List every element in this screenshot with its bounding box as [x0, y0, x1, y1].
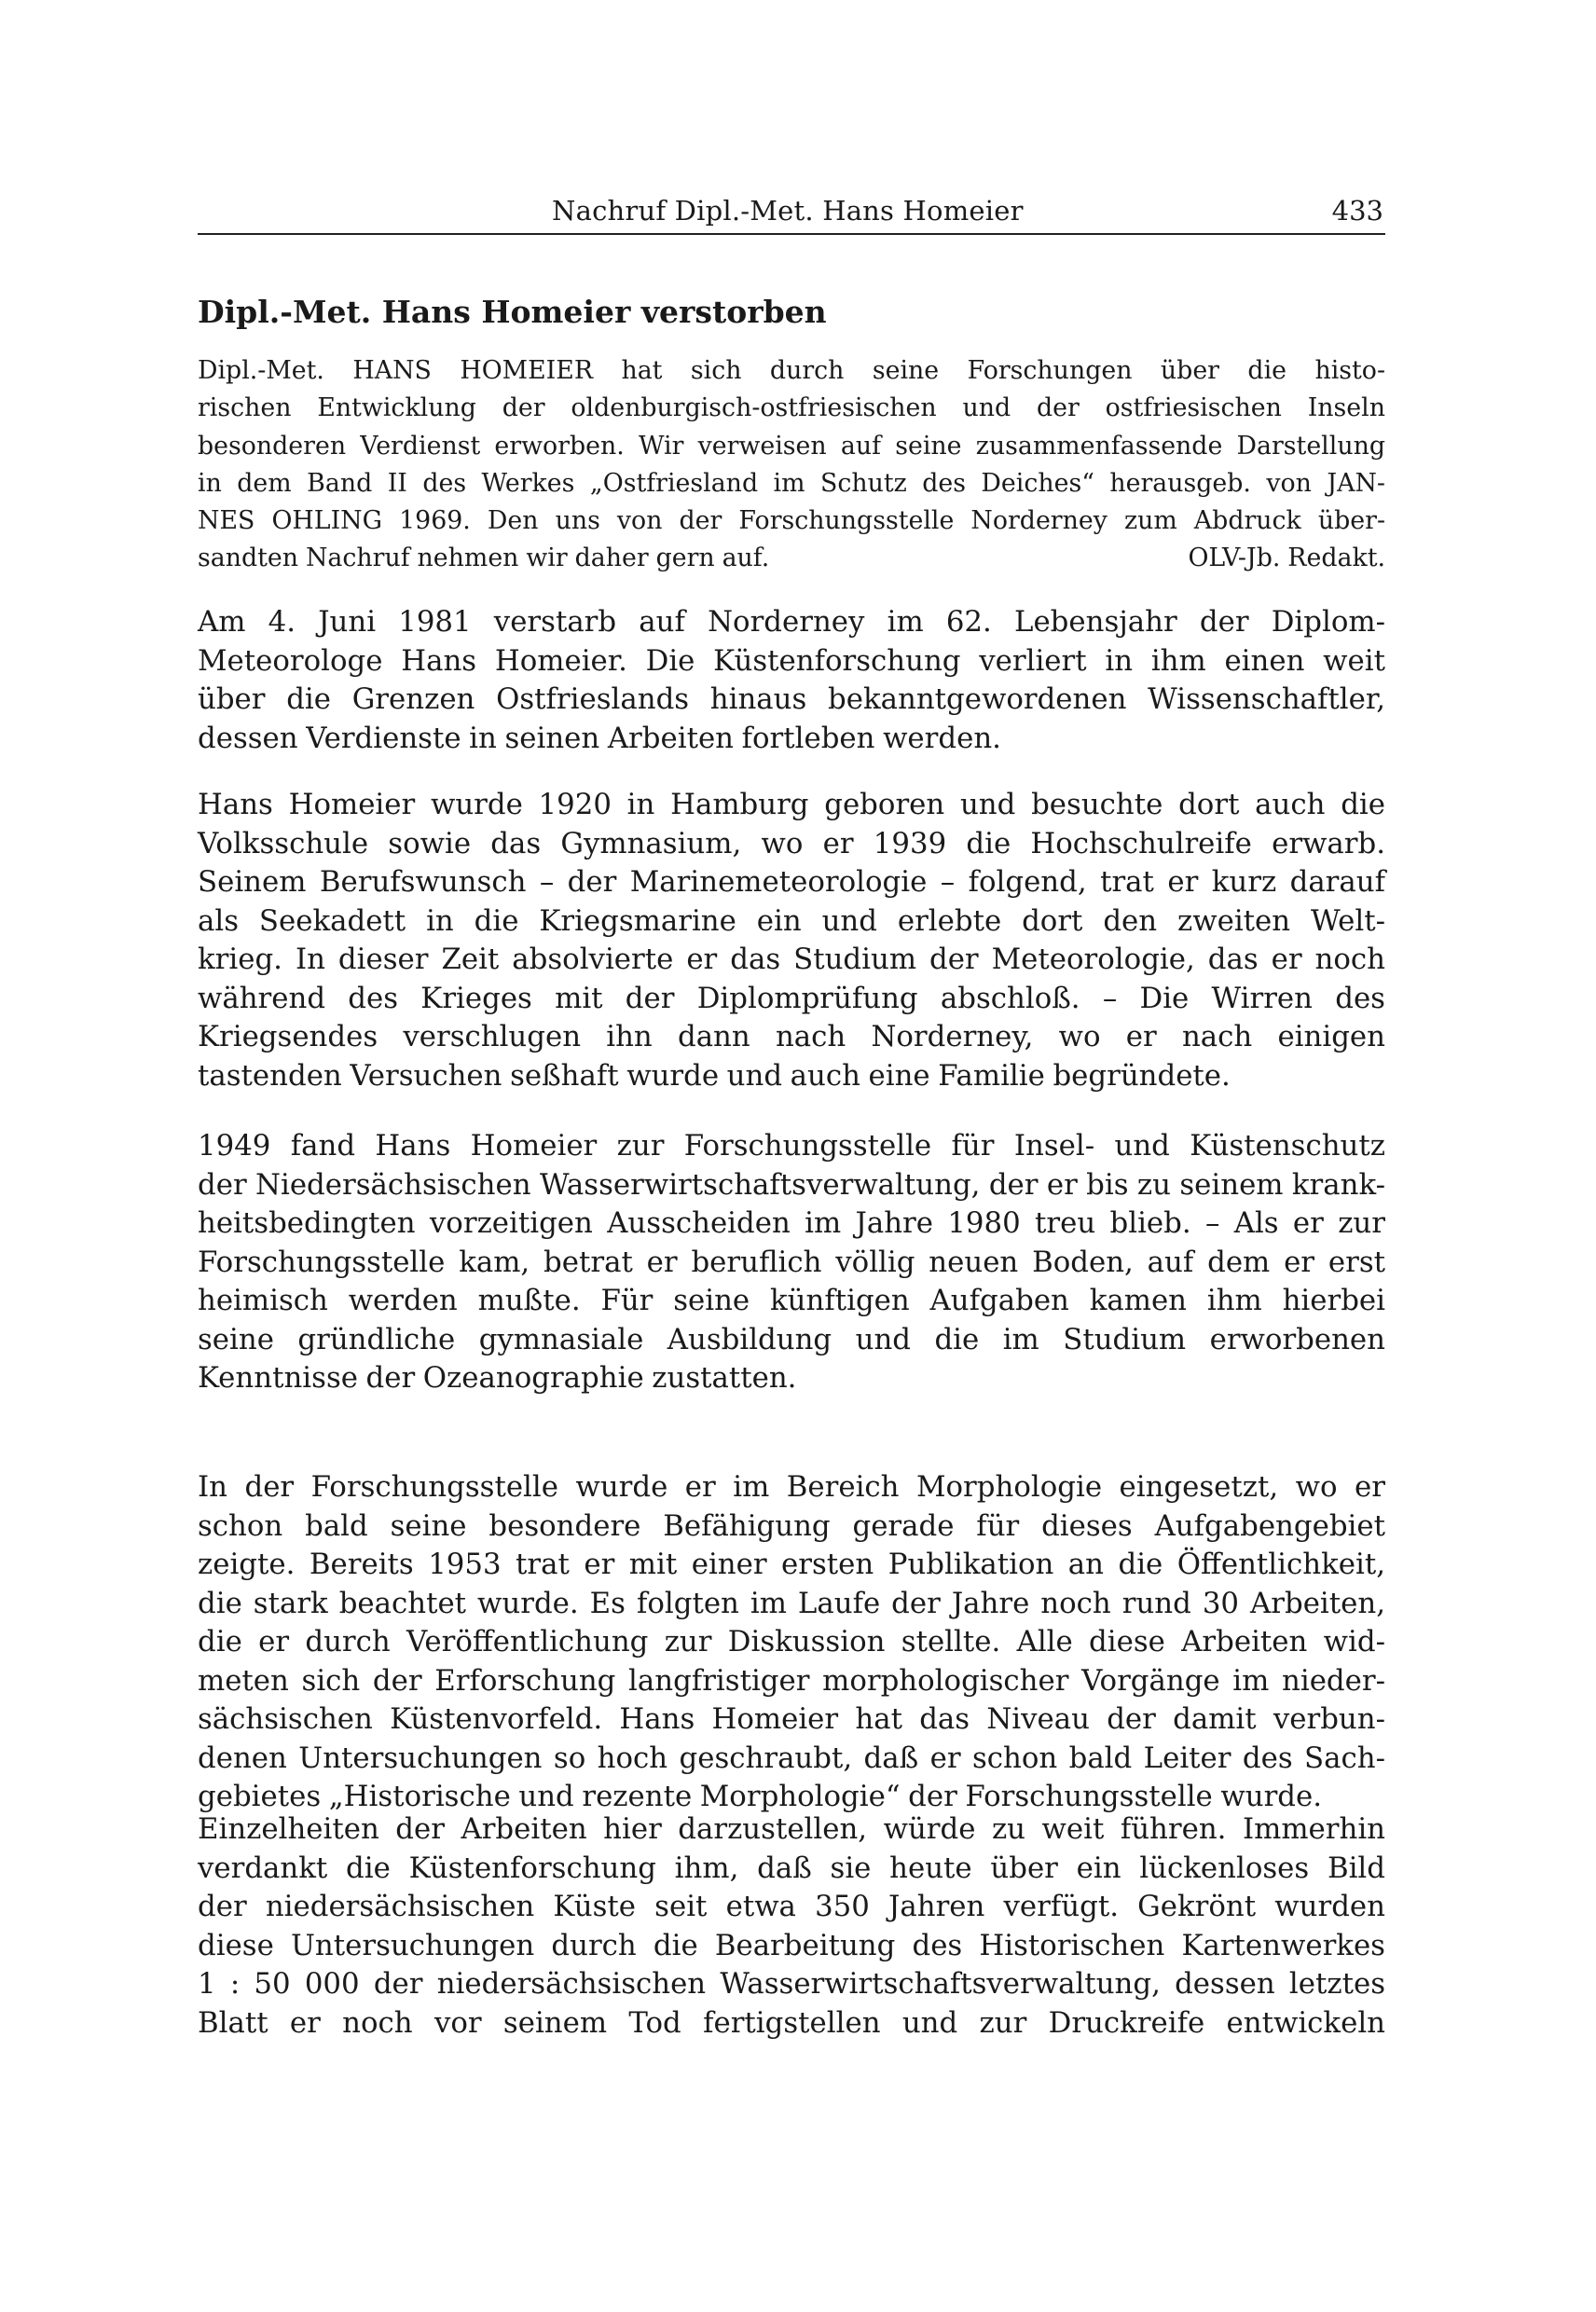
text-line: In der Forschungsstelle wurde er im Bereich Morphologie eingesetzt, wo er	[198, 1470, 1385, 1504]
running-head-title: Nachruf Dipl.-Met. Hans Homeier	[552, 195, 1024, 227]
running-head	[198, 188, 1385, 235]
text-line: denen Untersuchungen so hoch geschraubt, daß er schon bald Leiter des Sach-	[198, 1741, 1385, 1775]
text-line: Seinem Berufswunsch – der Marinemeteorologie – folgend, trat er kurz darauf	[198, 865, 1385, 899]
body-paragraph	[198, 1810, 1385, 2043]
text-line: Hans Homeier wurde 1920 in Hamburg geboren und besuchte dort auch die	[198, 788, 1385, 821]
intro-line: besonderen Verdienst erworben. Wir verweisen auf seine zusammenfassende Darstellung	[198, 431, 1385, 461]
text-line: Forschungsstelle kam, betrat er beruflich völlig neuen Boden, auf dem er erst	[198, 1245, 1385, 1279]
text-line: verdankt die Küstenforschung ihm, daß sie heute über ein lückenloses Bild	[198, 1851, 1385, 1885]
intro-line: rischen Entwicklung der oldenburgisch-ostfriesischen und der ostfriesischen Inseln	[198, 393, 1385, 423]
text-line: heitsbedingten vorzeitigen Ausscheiden im Jahre 1980 treu blieb. – Als er zur	[198, 1206, 1385, 1240]
editor-signature: OLV-Jb. Redakt.	[1188, 544, 1385, 573]
text-line: heimisch werden mußte. Für seine künftigen Aufgaben kamen ihm hierbei	[198, 1284, 1385, 1317]
text-line: Am 4. Juni 1981 verstarb auf Norderney im 62. Lebensjahr der Diplom-	[198, 605, 1385, 639]
body-paragraph	[198, 786, 1385, 1095]
intro-closing-line	[198, 540, 1385, 577]
text-line: meten sich der Erforschung langfristiger morphologischer Vorgänge im nieder-	[198, 1663, 1385, 1698]
text-line: tastenden Versuchen seßhaft wurde und auch eine Familie begründete.	[198, 1058, 1231, 1093]
text-line: 1 : 50 000 der niedersächsischen Wasserwirtschaftsverwaltung, dessen letztes	[198, 1967, 1385, 2001]
text-line: gebietes „Historische und rezente Morphologie“ der Forschungsstelle wurde.	[198, 1780, 1323, 1813]
editorial-intro	[198, 352, 1385, 578]
text-line: als Seekadett in die Kriegsmarine ein und erlebte dort den zweiten Welt-	[198, 903, 1385, 938]
text-line: Kenntnisse der Ozeanographie zustatten.	[198, 1361, 797, 1395]
text-line: die stark beachtet wurde. Es folgten im Laufe der Jahre noch rund 30 Arbeiten,	[198, 1586, 1385, 1620]
text-line: Kriegsendes verschlugen ihn dann nach Norderney, wo er nach einigen	[198, 1020, 1385, 1053]
text-line: die er durch Veröffentlichung zur Diskussion stellte. Alle diese Arbeiten wid-	[198, 1625, 1385, 1658]
text-line: über die Grenzen Ostfrieslands hinaus bekanntgewordenen Wissenschaftler,	[198, 682, 1385, 716]
text-line: krieg. In dieser Zeit absolvierte er das Studium der Meteorologie, das er noch	[198, 943, 1385, 976]
text-line: Einzelheiten der Arbeiten hier darzustellen, würde zu weit führen. Immerhin	[198, 1812, 1385, 1846]
text-line: 1949 fand Hans Homeier zur Forschungsstelle für Insel- und Küstenschutz	[198, 1129, 1385, 1163]
text-line: schon bald seine besondere Befähigung gerade für dieses Aufgabengebiet	[198, 1508, 1385, 1543]
text-line: zeigte. Bereits 1953 trat er mit einer ersten Publikation an die Öffentlichkeit,	[198, 1548, 1385, 1581]
text-line: sächsischen Küstenvorfeld. Hans Homeier hat das Niveau der damit verbun-	[198, 1702, 1385, 1736]
page-number: 433	[1331, 195, 1383, 227]
body-paragraph	[198, 603, 1385, 758]
body-paragraph	[198, 1468, 1385, 1817]
text-line: Meteorologe Hans Homeier. Die Küstenforschung verliert in ihm einen weit	[198, 643, 1385, 678]
intro-line: Dipl.-Met. HANS HOMEIER hat sich durch seine Forschungen über die histo-	[198, 356, 1385, 385]
text-line: der Niedersächsischen Wasserwirtschaftsverwaltung, der er bis zu seinem krank-	[198, 1167, 1385, 1202]
text-line: diese Untersuchungen durch die Bearbeitung des Historischen Kartenwerkes	[198, 1928, 1385, 1962]
text-line: während des Krieges mit der Diplomprüfung abschloß. – Die Wirren des	[198, 981, 1385, 1015]
text-line: Volksschule sowie das Gymnasium, wo er 1939 die Hochschulreife erwarb.	[198, 826, 1385, 860]
intro-line: NES OHLING 1969. Den uns von der Forschungsstelle Norderney zum Abdruck über-	[198, 506, 1385, 536]
intro-line: sandten Nachruf nehmen wir daher gern auf.	[198, 544, 770, 573]
text-line: Blatt er noch vor seinem Tod fertigstellen und zur Druckreife entwickeln	[198, 2005, 1385, 2040]
article-heading: Dipl.-Met. Hans Homeier verstorben	[198, 294, 827, 330]
intro-line: in dem Band II des Werkes „Ostfriesland im Schutz des Deiches“ herausgeb. von JAN-	[198, 468, 1385, 498]
text-line: seine gründliche gymnasiale Ausbildung und die im Studium erworbenen	[198, 1322, 1385, 1356]
text-line: dessen Verdienste in seinen Arbeiten fortleben werden.	[198, 721, 1001, 755]
body-paragraph	[198, 1127, 1385, 1398]
text-line: der niedersächsischen Küste seit etwa 350 Jahren verfügt. Gekrönt wurden	[198, 1890, 1385, 1923]
